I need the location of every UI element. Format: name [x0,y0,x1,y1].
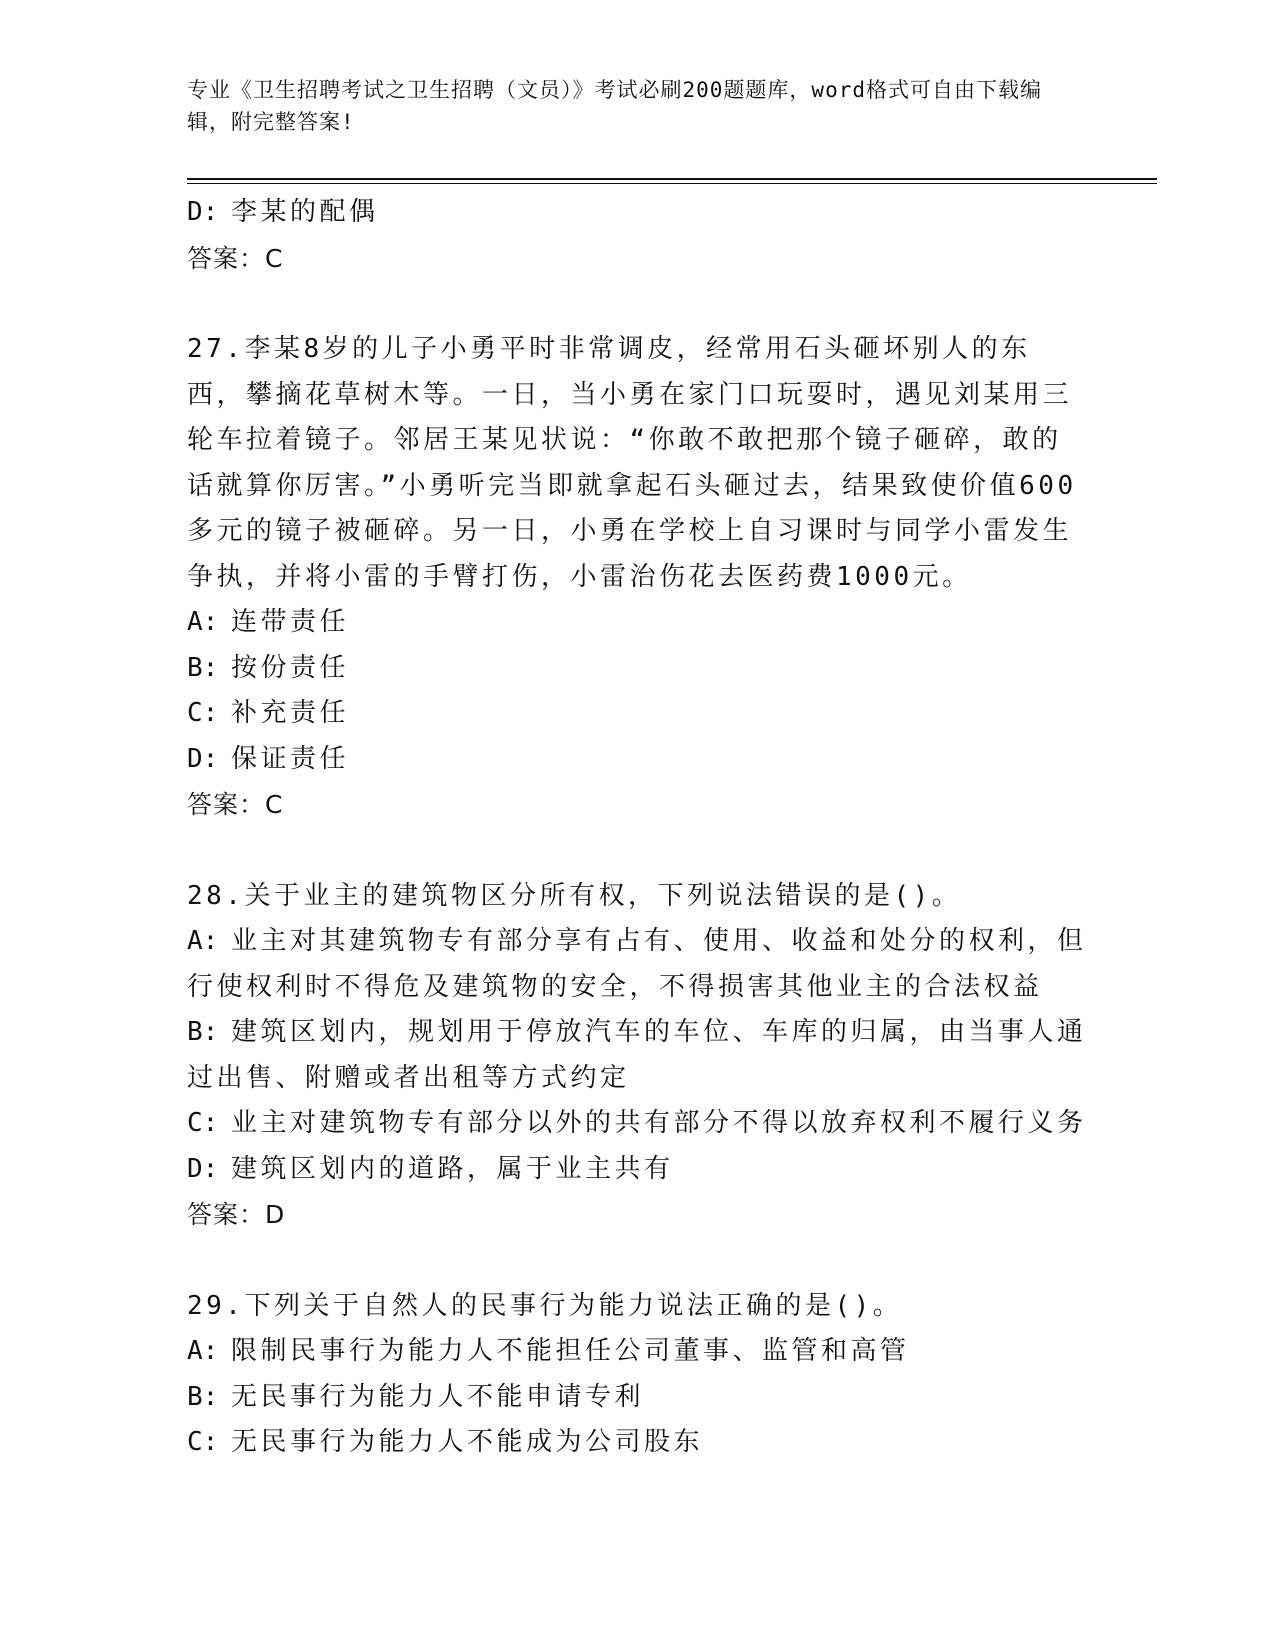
option-letter: C: [187,1108,219,1138]
option-b [187,1010,1087,1101]
option-c [187,1101,1087,1147]
question-28 [187,874,1087,1238]
option-text: 无民事行为能力人不能成为公司股东 [231,1427,704,1457]
option-text: 保证责任 [231,743,350,774]
option-text: 李某的配偶 [231,197,379,227]
question-text: 29.下列关于自然人的民事行为能力说法正确的是()。 [187,1290,903,1321]
option-d [187,190,1087,236]
question-text: 28.关于业主的建筑物区分所有权，下列说法错误的是()。 [187,880,962,911]
option-letter: B: [187,652,219,683]
option-letter: D: [187,1153,219,1184]
option-text: 建筑区划内的道路，属于业主共有 [231,1153,674,1184]
spacer [187,281,1087,327]
option-text: 业主对建筑物专有部分以外的共有部分不得以放弃权利不履行义务 [231,1108,1087,1138]
answer-line: 答案：C [187,790,284,819]
option-b [187,1375,1087,1421]
option-text: 补充责任 [231,698,350,728]
option-d [187,1147,1087,1193]
header-rule-thick [187,178,1157,180]
option-c [187,691,1087,737]
option-letter: A: [187,1336,219,1366]
question-text: 27.李某8岁的儿子小勇平时非常调皮，经常用石头砸坏别人的东西，攀摘花草树木等。一日，当小勇在家门口玩耍时，遇见刘某用三轮车拉着镜子。邻居王某见状说：“你敢不敢把那个镜子砸碎，敢的话就算你厉害。”小勇听完当即就拿起石头砸过去，结果致使价值600多元的镜子被砸碎。另一日，小勇在学校上自习课时与同学小雷发生争执，并将小雷的手臂打伤，小雷治伤花去医药费1000元。 [187,334,1077,592]
option-letter: C: [187,698,219,728]
document-body [187,190,1087,1466]
option-a [187,600,1087,646]
option-text: 建筑区划内，规划用于停放汽车的车位、车库的归属，由当事人通过出售、附赠或者出租等方式约定 [187,1017,1087,1093]
question-29 [187,1284,1087,1466]
question-27 [187,327,1087,828]
option-letter: B: [187,1017,219,1047]
option-b [187,646,1087,692]
option-a [187,1329,1087,1375]
option-letter: A: [187,926,219,956]
option-letter: D: [187,743,219,774]
option-letter: D: [187,197,219,227]
option-text: 限制民事行为能力人不能担任公司董事、监管和高管 [231,1336,910,1366]
option-text: 业主对其建筑物专有部分享有占有、使用、收益和处分的权利，但行使权利时不得危及建筑物的安全，不得损害其他业主的合法权益 [187,926,1087,1002]
spacer [187,828,1087,874]
document-header: 专业《卫生招聘考试之卫生招聘（文员）》考试必刷200题题库，word格式可自由下载编辑，附完整答案! [187,78,1042,134]
option-text: 按份责任 [231,652,350,683]
answer-line: 答案：C [187,243,284,273]
option-letter: B: [187,1381,219,1412]
option-text: 无民事行为能力人不能申请专利 [231,1381,645,1412]
option-letter: A: [187,607,219,637]
option-d [187,737,1087,783]
spacer [187,1238,1087,1284]
option-c [187,1420,1087,1466]
header-rule-thin [187,183,1157,184]
option-text: 连带责任 [231,607,350,637]
option-letter: C: [187,1427,219,1457]
answer-line: 答案：D [187,1200,286,1229]
option-a [187,919,1087,1010]
